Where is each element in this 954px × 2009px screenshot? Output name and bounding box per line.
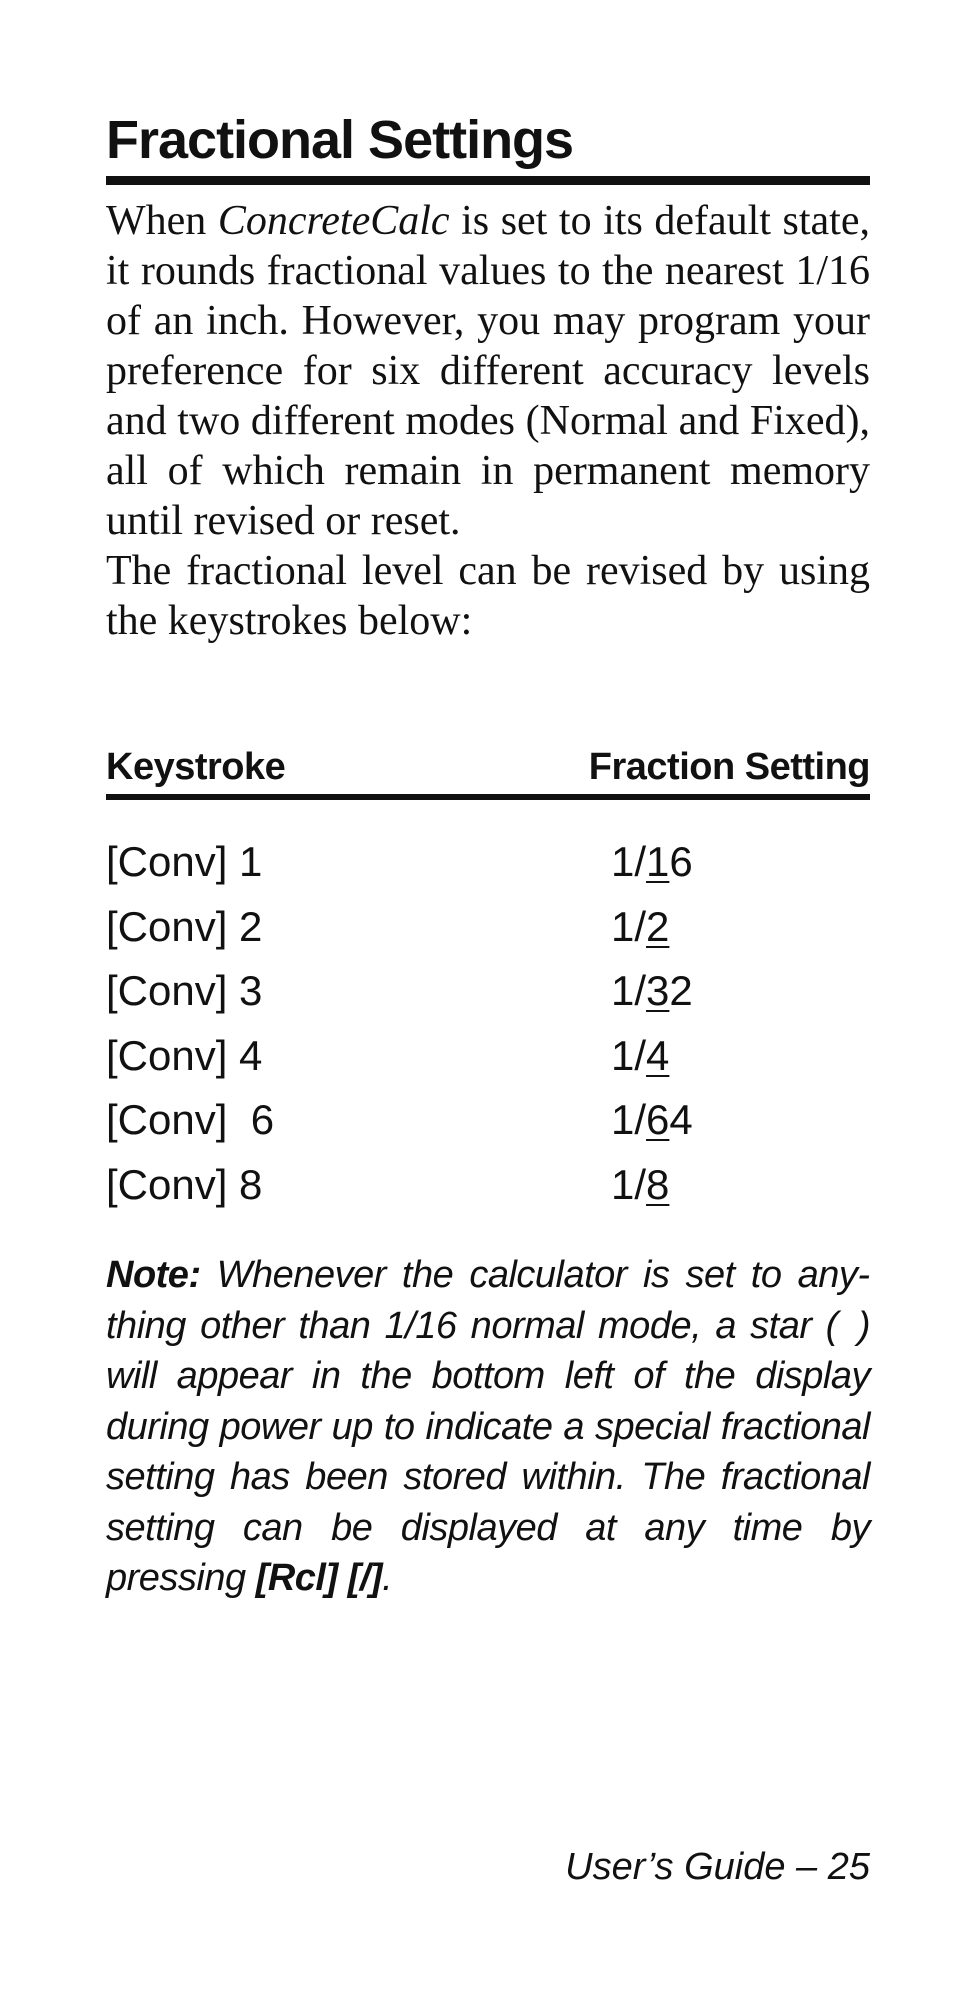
table-header-rule <box>106 794 870 800</box>
table-row <box>106 1024 870 1089</box>
table-row <box>106 1088 870 1153</box>
intro-p1-start: When <box>106 198 218 244</box>
fraction-cell <box>611 1088 693 1152</box>
fraction-prefix: 1/ <box>611 1031 647 1079</box>
keystroke-cell: [Conv] 4 <box>106 1031 263 1079</box>
fraction-shortcut-digit: 8 <box>646 1160 670 1208</box>
fraction-table <box>106 830 870 1217</box>
app-name: ConcreteCalc <box>217 198 450 244</box>
fraction-cell <box>611 959 693 1023</box>
intro-p1-end: is set to its default state, it rounds fractional values to the nearest 1/16 of an inch. However, you may program your preference for six different accuracy levels and two different modes (Normal and Fixed), all of which remain in permanent memory until revised or reset. <box>106 198 870 544</box>
table-row <box>106 959 870 1024</box>
keystroke-cell: [Conv] 1 <box>106 838 263 885</box>
note-text-1: Whenever the calculator is set to anything other than 1/16 normal mode, a star ( <box>106 1254 870 1347</box>
fraction-suffix: 6 <box>669 838 693 885</box>
fraction-prefix: 1/ <box>611 1096 647 1143</box>
note-text-end: . <box>382 1557 393 1599</box>
keystroke-cell: [Conv] 2 <box>106 902 263 950</box>
keystroke-cell: [Conv] 3 <box>106 967 263 1014</box>
fraction-prefix: 1/ <box>611 838 647 885</box>
fraction-cell <box>611 1153 669 1217</box>
column-header-keystroke: Keystroke <box>106 746 286 788</box>
intro-paragraph-1 <box>106 196 870 546</box>
note-text-2: ) will appear in the bottom left of the display during power up to indicate a special fractional setting has been stored within. The fractional setting can be displayed at any time by pressing <box>106 1304 870 1599</box>
fraction-cell <box>611 895 669 959</box>
intro-paragraph-2: The fractional level can be revised by using the keystrokes below: <box>106 548 870 644</box>
fraction-prefix: 1/ <box>611 1160 647 1208</box>
fraction-prefix: 1/ <box>611 967 647 1014</box>
note-label: Note: <box>106 1254 201 1296</box>
page-title: Fractional Settings <box>106 110 574 170</box>
fraction-cell <box>611 1024 669 1088</box>
page-footer: User’s Guide – 25 <box>565 1846 870 1888</box>
fraction-suffix: 2 <box>669 967 693 1014</box>
intro-text <box>106 196 870 646</box>
fraction-shortcut-digit: 2 <box>646 902 670 950</box>
table-header <box>106 742 870 792</box>
fraction-cell <box>611 830 693 894</box>
fraction-shortcut-digit: 4 <box>646 1031 670 1079</box>
note-paragraph <box>106 1250 870 1604</box>
fraction-prefix: 1/ <box>611 902 647 950</box>
column-header-fraction-setting: Fraction Setting <box>588 746 870 788</box>
fraction-shortcut-digit: 3 <box>646 967 670 1014</box>
table-row <box>106 1153 870 1218</box>
fraction-suffix: 4 <box>669 1096 693 1143</box>
title-underline-rule <box>106 176 870 185</box>
fraction-shortcut-digit: 6 <box>646 1096 670 1143</box>
table-row <box>106 895 870 960</box>
keystroke-cell: [Conv] 8 <box>106 1160 263 1208</box>
fraction-shortcut-digit: 1 <box>646 838 670 885</box>
keystroke-cell: [Conv] 6 <box>106 1096 275 1143</box>
note-keys: [Rcl] [/] <box>255 1557 383 1599</box>
table-row <box>106 830 870 895</box>
